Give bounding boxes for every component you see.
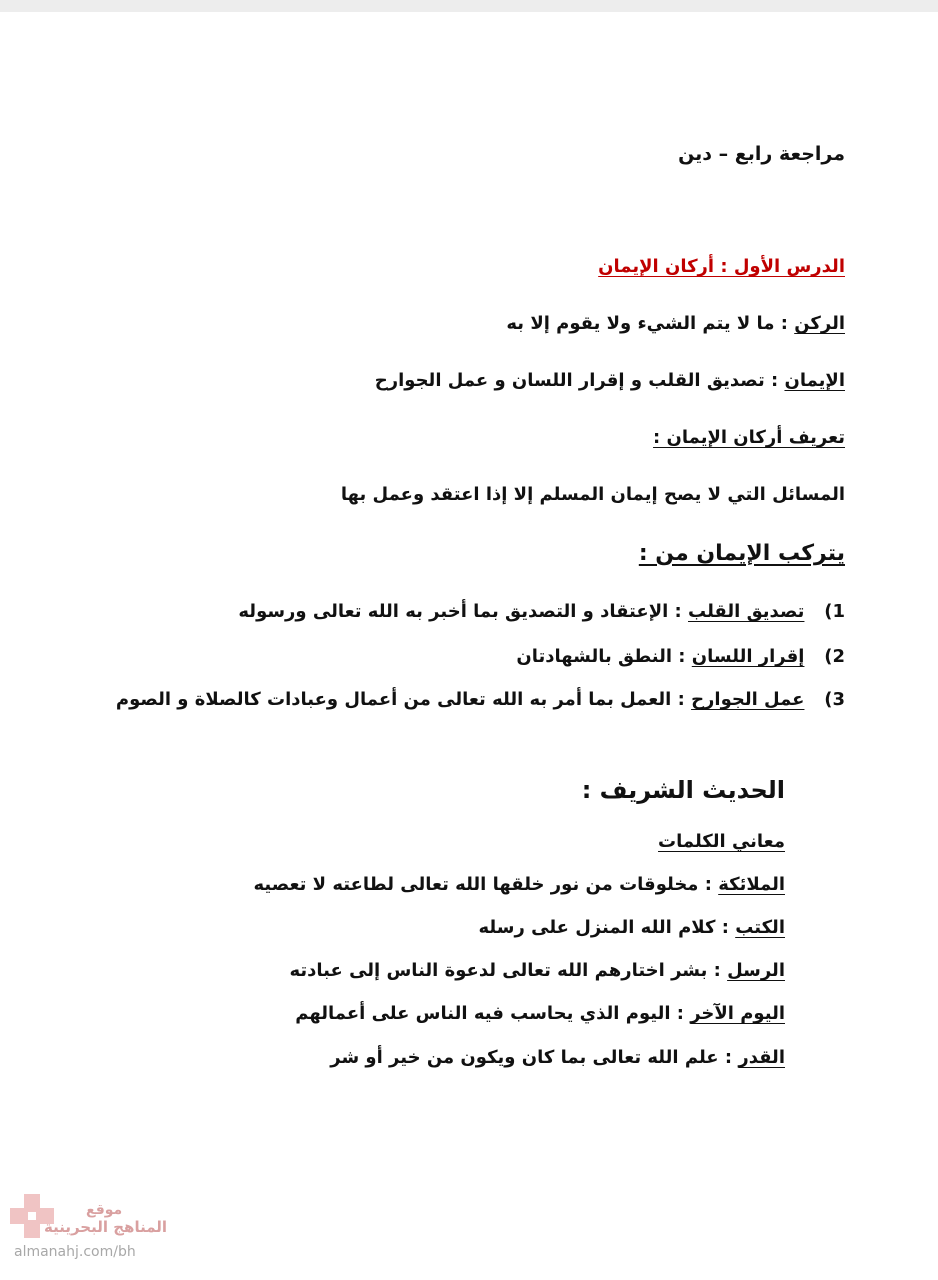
definition-term: الإيمان (784, 370, 845, 391)
watermark (10, 1192, 170, 1272)
definition-text: : ما لا يتم الشيء ولا يقوم إلا به (506, 313, 795, 334)
word-text: : كلام الله المنزل على رسله (478, 917, 736, 938)
definition-text: : تصديق القلب و إقرار اللسان و عمل الجوارح (374, 370, 785, 391)
watermark-line1: موقع (86, 1202, 123, 1218)
word-meaning (330, 1046, 785, 1069)
item-number: 3) (824, 689, 845, 710)
definition-pillar (506, 312, 845, 335)
composition-item (116, 688, 845, 711)
lesson-heading: الدرس الأول : أركان الإيمان (598, 256, 845, 277)
composition-heading: يتركب الإيمان من : (638, 541, 845, 566)
word-term: الرسل (727, 960, 785, 981)
composition-item (516, 645, 845, 668)
word-term: الكتب (735, 917, 785, 938)
word-term: الملائكة (718, 874, 785, 895)
word-term: اليوم الآخر (690, 1003, 785, 1024)
composition-item (238, 600, 845, 623)
watermark-line2: المناهج البحرينية (44, 1218, 168, 1236)
item-term: إقرار اللسان (691, 646, 805, 667)
hadith-heading: الحديث الشريف : (581, 776, 785, 804)
word-meanings-heading: معاني الكلمات (658, 831, 785, 852)
word-meaning (479, 916, 785, 939)
word-meaning (254, 873, 786, 896)
word-text: : بشر اختارهم الله تعالى لدعوة الناس إلى عبادته (289, 960, 728, 981)
item-text: : الإعتقاد و التصديق بما أخبر به الله تعالى ورسوله (238, 601, 689, 622)
item-number: 1) (824, 601, 845, 622)
definition-faith (375, 369, 845, 392)
word-meaning (289, 959, 785, 982)
item-term: عمل الجوارح (691, 689, 805, 710)
word-term: القدر (738, 1047, 785, 1068)
page-title: مراجعة رابع – دين (678, 143, 845, 165)
word-meaning (295, 1002, 785, 1025)
item-text: : النطق بالشهادتان (516, 646, 692, 667)
item-term: تصديق القلب (688, 601, 805, 622)
top-bar (0, 0, 938, 12)
word-text: : علم الله تعالى بما كان ويكون من خير أو شر (330, 1047, 739, 1068)
pillars-definition-text: المسائل التي لا يصح إيمان المسلم إلا إذا اعتقد وعمل بها (340, 484, 845, 505)
word-text: : اليوم الذي يحاسب فيه الناس على أعمالهم (295, 1003, 691, 1024)
watermark-url[interactable]: almanahj.com/bh (14, 1244, 136, 1260)
item-text: : العمل بما أمر به الله تعالى من أعمال وعبادات كالصلاة و الصوم (115, 689, 692, 710)
item-number: 2) (824, 646, 845, 667)
word-text: : مخلوقات من نور خلقها الله تعالى لطاعته لا تعصيه (253, 874, 719, 895)
definition-term: الركن (794, 313, 845, 334)
pillars-definition-heading: تعريف أركان الإيمان : (653, 427, 845, 448)
